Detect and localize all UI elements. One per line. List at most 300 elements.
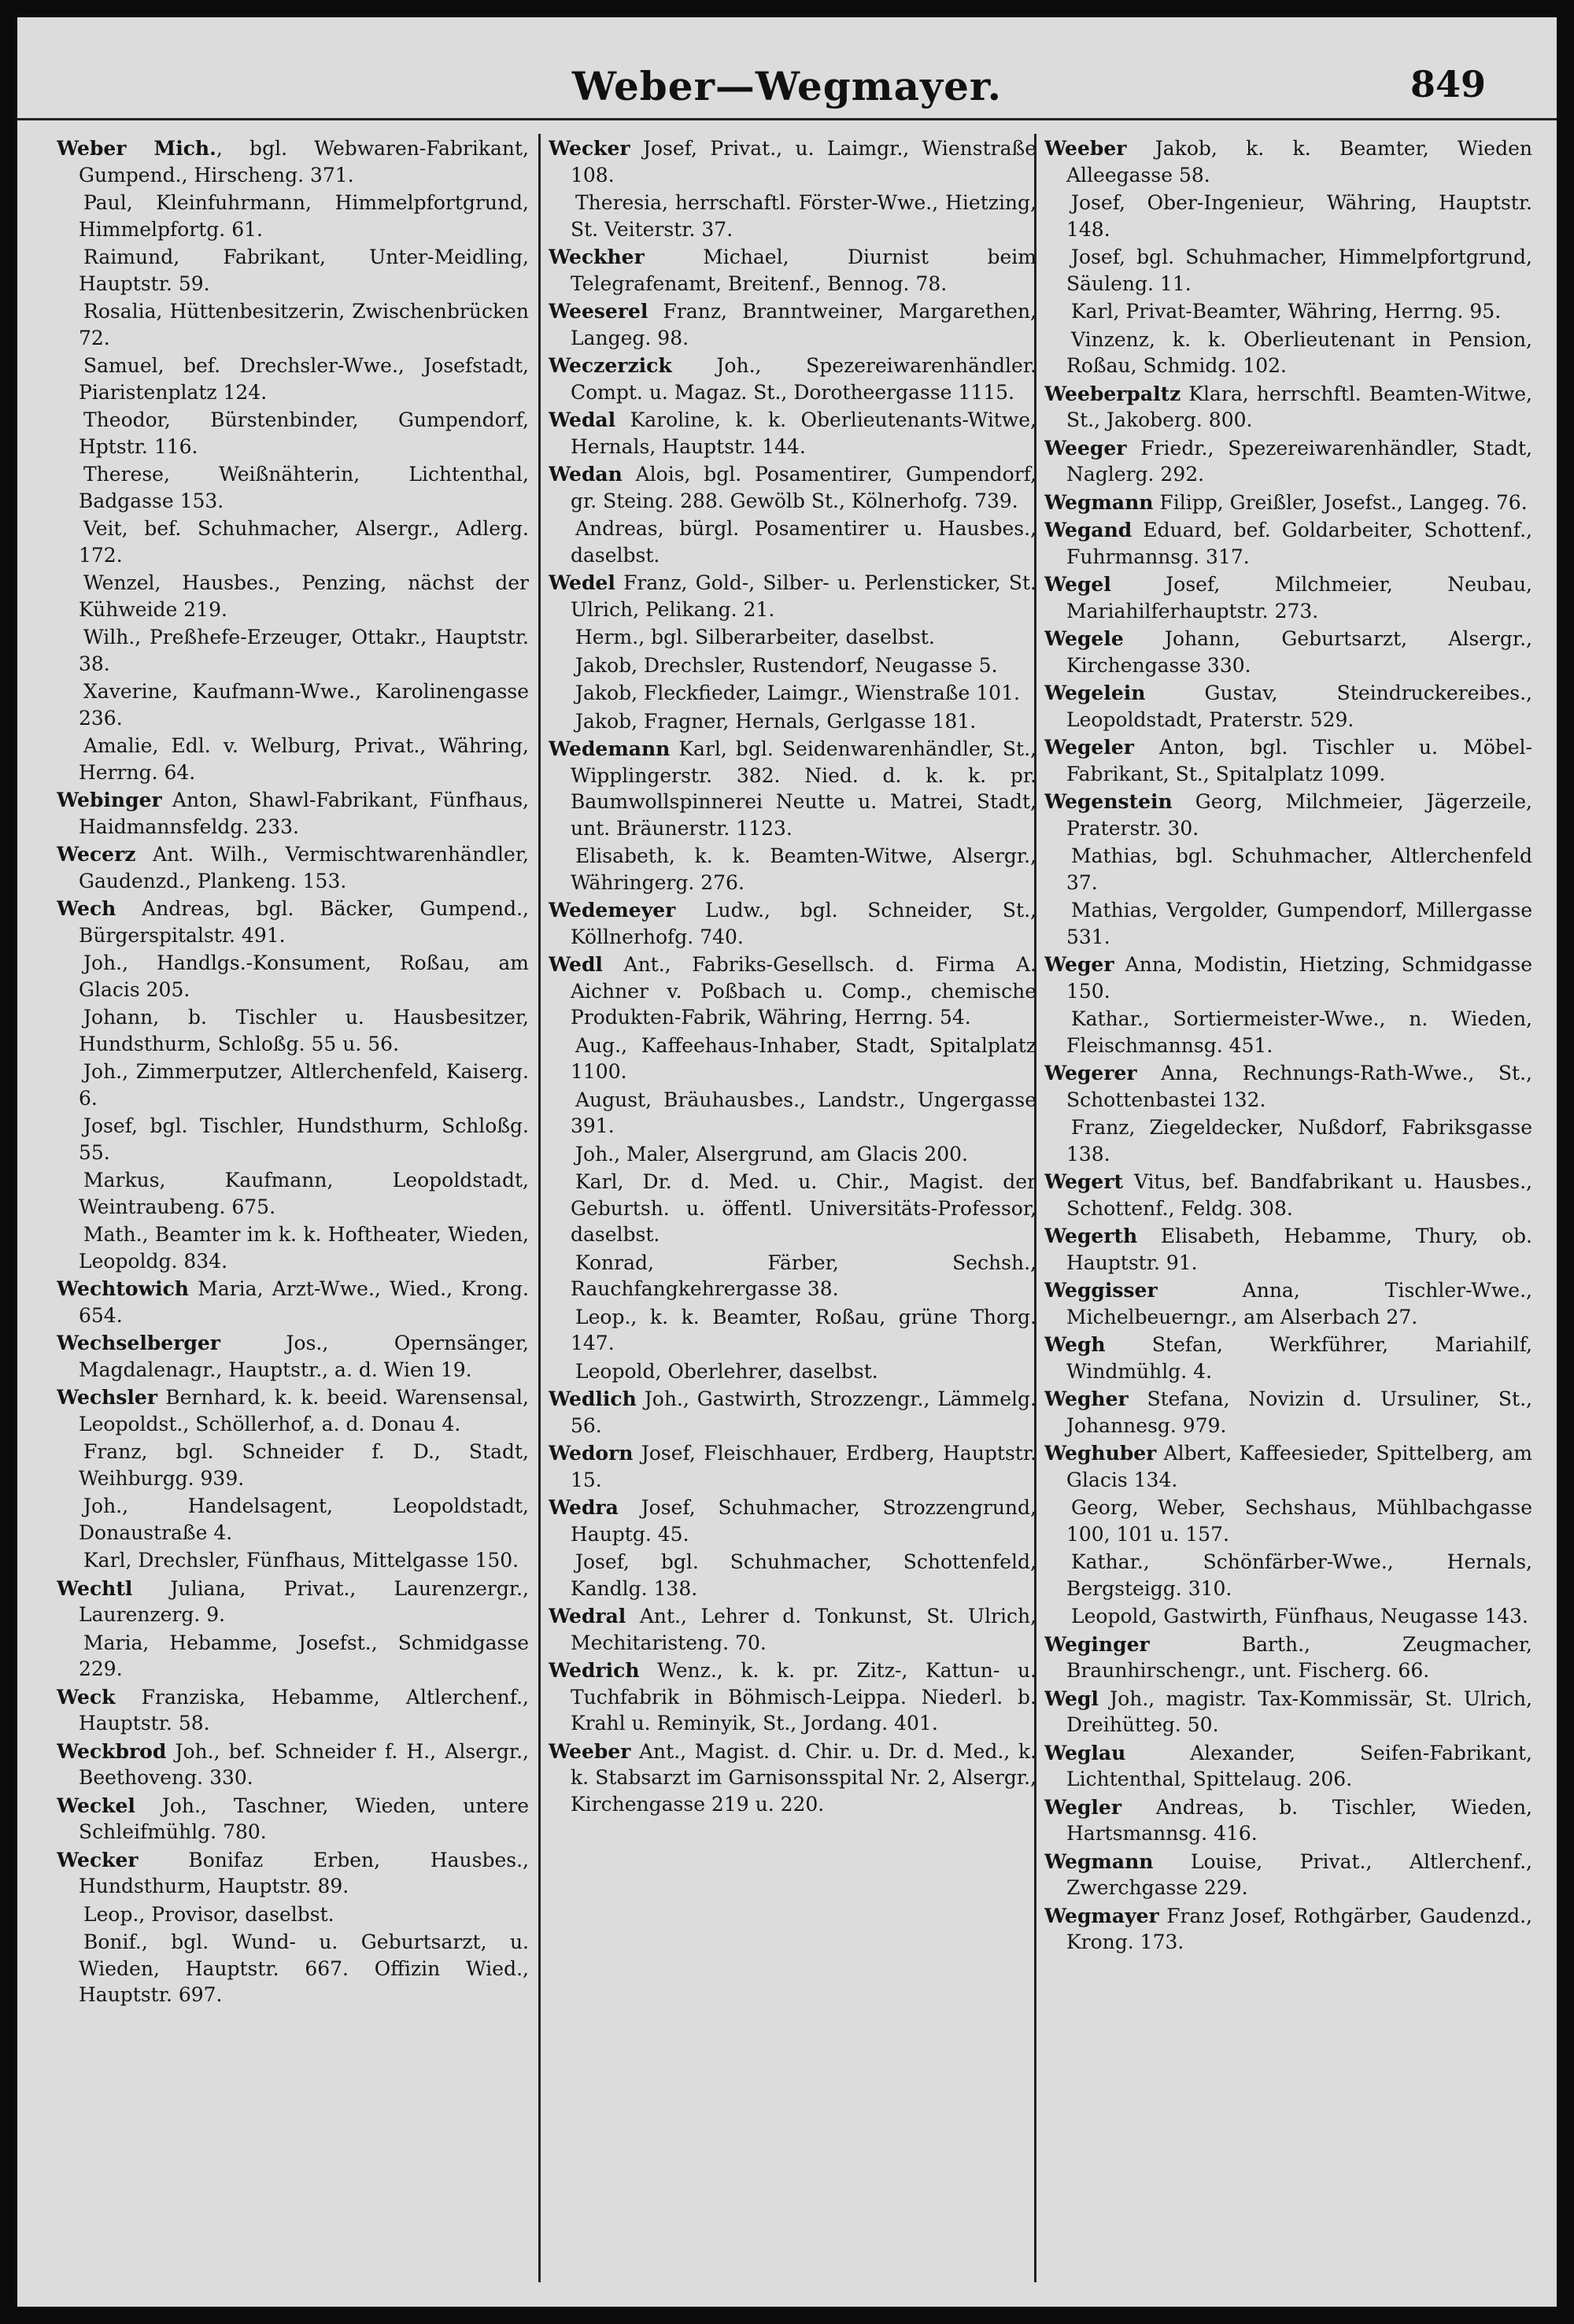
entry-details: Mathias, Vergolder, Gumpendorf, Millergasse 531. [1066,899,1532,948]
ditto-dash [57,1929,83,1956]
ditto-dash [57,515,83,542]
entry-details: Wenzel, Hausbes., Penzing, nächst der Kühweide 219. [79,571,529,621]
ditto-dash [549,1033,575,1059]
ditto-dash [549,680,575,707]
entry-details: Leopold, Oberlehrer, daselbst. [575,1359,878,1383]
directory-entry [1044,789,1532,841]
ditto-dash [57,1630,83,1657]
directory-entry [549,624,1036,651]
directory-entry [1044,1006,1532,1059]
entry-details: Konrad, Färber, Sechsh., Rauchfangkehrergasse 38. [571,1251,1036,1300]
entry-surname: Wech [57,897,116,920]
entry-details: Elisabeth, k. k. Beamten-Witwe, Alsergr., Währingerg. 276. [571,844,1036,894]
entry-surname: Weeberpaltz [1044,382,1181,405]
directory-entry [57,1004,529,1057]
ditto-dash [57,678,83,705]
entry-details: Anna, Modistin, Hietzing, Schmidgasse 150. [1066,953,1532,1003]
entry-details: Friedr., Spezereiwarenhändler, Stadt, Naglerg. 292. [1066,436,1532,486]
entry-surname: Wechtl [57,1576,133,1600]
entry-surname: Weber Mich. [57,137,216,160]
entry-surname: Wegmann [1044,1849,1154,1873]
directory-entry [57,733,529,785]
entry-details: Andreas, b. Tischler, Wieden, Hartsmannsg. 416. [1066,1795,1532,1845]
entry-details: Josef, bgl. Schuhmacher, Schottenfeld, Kandlg. 138. [571,1550,1036,1600]
entry-details: Josef, Fleischhauer, Erdberg, Hauptstr. 15. [571,1442,1036,1491]
directory-entry [57,1901,529,1928]
directory-entry [549,298,1036,351]
entry-details: Theodor, Bürstenbinder, Gumpendorf, Hptstr. 116. [79,408,529,458]
ditto-dash [57,1221,83,1248]
entry-details: Veit, bef. Schuhmacher, Alsergr., Adlerg. 172. [79,517,529,567]
directory-entry [1044,951,1532,1004]
entry-surname: Wegel [1044,573,1111,596]
directory-entry [1044,1603,1532,1630]
directory-entry [57,135,529,188]
entry-surname: Weeserel [549,300,648,323]
directory-entry [57,1330,529,1383]
entry-details: Amalie, Edl. v. Welburg, Privat., Währing, Herrng. 64. [79,734,529,784]
entry-surname: Wecker [57,1848,139,1871]
entry-surname: Wegand [1044,519,1132,541]
directory-entry [549,736,1036,841]
directory-entry [549,407,1036,460]
directory-entry [549,680,1036,707]
ditto-dash [549,1250,575,1277]
ditto-dash [1044,843,1071,870]
page-number: 849 [1410,63,1486,105]
entry-surname: Wecker [549,137,630,160]
entry-details: Maria, Hebamme, Josefst., Schmidgasse 229. [79,1631,529,1680]
directory-entry [57,1439,529,1491]
ditto-dash [1044,244,1071,271]
entry-details: Andreas, bürgl. Posamentirer u. Hausbes., daselbst. [571,517,1036,567]
directory-entry [1044,490,1532,516]
directory-entry [549,515,1036,568]
entry-surname: Wechselberger [57,1332,220,1354]
entry-details: Alois, bgl. Posamentirer, Gumpendorf, gr. Steing. 288. Gewölb St., Kölnerhofg. 739. [571,463,1036,512]
entry-surname: Wedra [549,1496,619,1519]
directory-entry [549,1358,1036,1385]
entry-surname: Wedel [549,571,615,594]
entry-details: Karoline, k. k. Oberlieutenants-Witwe, Hernals, Hauptstr. 144. [571,408,1036,458]
entry-surname: Wegerth [1044,1225,1138,1247]
directory-entry [57,1738,529,1791]
entry-details: Kathar., Sortiermeister-Wwe., n. Wieden, Fleischmannsg. 451. [1066,1007,1532,1057]
ditto-dash [57,1439,83,1465]
directory-entry [1044,571,1532,624]
entry-details: Anton, Shawl-Fabrikant, Fünfhaus, Haidmannsfeldg. 233. [79,789,529,838]
running-head: Weber—Wegmayer. [571,63,1003,109]
directory-entry [549,1738,1036,1818]
directory-entry [1044,1794,1532,1847]
directory-entry [1044,517,1532,570]
entry-details: Joh., Gastwirth, Strozzengr., Lämmelg. 56. [571,1387,1036,1437]
entry-details: Albert, Kaffeesieder, Spittelberg, am Glacis 134. [1066,1442,1532,1491]
entry-details: Jakob, k. k. Beamter, Wieden Alleegasse 58. [1066,137,1532,187]
ditto-dash [57,1167,83,1194]
entry-details: Leopold, Gastwirth, Fünfhaus, Neugasse 143. [1071,1605,1528,1628]
entry-details: Bernhard, k. k. beeid. Warensensal, Leopoldst., Schöllerhof, a. d. Donau 4. [79,1386,529,1435]
entry-surname: Wedral [549,1605,626,1628]
entry-details: Josef, Milchmeier, Neubau, Mariahilferhauptstr. 273. [1066,573,1532,623]
directory-entry [1044,1495,1532,1547]
entry-details: Joh., Handlgs.-Konsument, Roßau, am Glacis 205. [79,951,529,1001]
entry-surname: Wedorn [549,1442,634,1465]
entry-details: Joh., Spezereiwarenhändler. Compt. u. Magaz. St., Dorotheergasse 1115. [571,354,1036,404]
ditto-dash [549,1141,575,1168]
ditto-dash [1044,1549,1071,1576]
entry-details: Ant., Lehrer d. Tonkunst, St. Ulrich, Mechitaristeng. 70. [571,1605,1036,1654]
entry-details: August, Bräuhausbes., Landstr., Ungergasse 391. [571,1088,1036,1137]
ditto-dash [549,708,575,735]
ditto-dash [1044,1114,1071,1141]
entry-details: Paul, Kleinfuhrmann, Himmelpfortgrund, Himmelpfortg. 61. [79,191,529,241]
directory-entry [1044,1060,1532,1113]
entry-details: Eduard, bef. Goldarbeiter, Schottenf., Fuhrmannsg. 317. [1066,519,1532,568]
column-1 [57,135,529,2276]
entry-details: Vinzenz, k. k. Oberlieutenant in Pension, Roßau, Schmidg. 102. [1066,327,1532,377]
entry-details: Juliana, Privat., Laurenzergr., Laurenzerg. 9. [79,1576,529,1626]
entry-details: Georg, Milchmeier, Jägerzeile, Praterstr. 30. [1066,790,1532,840]
entry-surname: Wegerer [1044,1062,1137,1084]
entry-details: Herm., bgl. Silberarbeiter, daselbst. [575,626,935,648]
directory-entry [57,407,529,460]
directory-entry [549,1304,1036,1357]
entry-details: Theresia, herrschaftl. Förster-Wwe., Hietzing, St. Veiterstr. 37. [571,191,1036,241]
entry-details: Barth., Zeugmacher, Braunhirschengr., unt. Fischerg. 66. [1066,1632,1532,1682]
entry-details: Therese, Weißnähterin, Lichtenthal, Badgasse 153. [79,463,529,512]
directory-entry [549,353,1036,405]
ditto-dash [1044,327,1071,353]
directory-entry [1044,1169,1532,1221]
entry-details: Jakob, Drechsler, Rustendorf, Neugasse 5. [575,653,998,677]
entry-details: Franz, bgl. Schneider f. D., Stadt, Weihburgg. 939. [79,1440,529,1490]
ditto-dash [57,461,83,488]
directory-entry [57,624,529,677]
entry-surname: Wegelein [1044,682,1146,704]
ditto-dash [1044,298,1071,325]
entry-surname: Wegher [1044,1387,1129,1410]
ditto-dash [57,733,83,759]
directory-entry [57,1793,529,1846]
directory-entry [1044,1332,1532,1384]
column-rule [538,134,541,2282]
directory-entry [57,1221,529,1274]
entry-surname: Weeber [1044,137,1127,160]
ditto-dash [57,353,83,379]
entry-details: Bonif., bgl. Wund- u. Geburtsarzt, u. Wieden, Hauptstr. 667. Offizin Wied., Hauptstr. 697. [79,1931,529,2006]
directory-entry [57,1547,529,1574]
entry-details: Josef, bgl. Tischler, Hundsthurm, Schloßg. 55. [79,1114,529,1164]
entry-details: Stefan, Werkführer, Mariahilf, Windmühlg. 4. [1066,1333,1532,1383]
ditto-dash [57,1113,83,1140]
ditto-dash [1044,897,1071,924]
entry-details: Xaverine, Kaufmann-Wwe., Karolinengasse 236. [79,680,529,730]
ditto-dash [57,244,83,271]
entry-surname: Wedan [549,463,623,486]
directory-entry [57,244,529,297]
entry-surname: Wegmann [1044,490,1154,514]
entry-details: Klara, herrschftl. Beamten-Witwe, St., Jakoberg. 800. [1066,382,1532,431]
entry-surname: Wecerz [57,843,136,866]
directory-entry [549,652,1036,679]
entry-details: Vitus, bef. Bandfabrikant u. Hausbes., Schottenf., Feldg. 308. [1066,1170,1532,1220]
entry-surname: Weeber [549,1739,631,1763]
entry-details: Franz, Branntweiner, Margarethen, Langeg. 98. [571,300,1036,349]
entry-details: Mathias, bgl. Schuhmacher, Altlerchenfeld 37. [1066,844,1532,894]
entry-surname: Wedl [549,953,603,976]
directory-entry [549,1440,1036,1493]
entry-details: Raimund, Fabrikant, Unter-Meidling, Hauptstr. 59. [79,246,529,295]
ditto-dash [57,1547,83,1574]
directory-entry [1044,190,1532,242]
ditto-dash [549,190,575,216]
entry-details: Franz, Gold-, Silber- u. Perlensticker, St. Ulrich, Pelikang. 21. [571,571,1036,621]
entry-details: Josef, bgl. Schuhmacher, Himmelpfortgrund, Säuleng. 11. [1066,246,1532,295]
ditto-dash [549,843,575,870]
ditto-dash [1044,1603,1071,1630]
directory-entry [549,1087,1036,1140]
directory-entry [1044,1549,1532,1602]
entry-details: Samuel, bef. Drechsler-Wwe., Josefstadt, Piaristenplatz 124. [79,354,529,404]
directory-entry [1044,381,1532,434]
directory-entry [57,298,529,351]
ditto-dash [57,407,83,434]
entry-details: Rosalia, Hüttenbesitzerin, Zwischenbrücken 72. [79,300,529,349]
entry-surname: Weginger [1044,1632,1150,1656]
entry-details: Karl, Privat-Beamter, Währing, Herrng. 95. [1071,300,1502,323]
entry-surname: Wegh [1044,1333,1106,1356]
directory-entry [57,896,529,948]
entry-details: Jos., Opernsänger, Magdalenagr., Hauptstr., a. d. Wien 19. [79,1332,529,1381]
directory-entry [1044,327,1532,379]
entry-surname: Weczerzick [549,354,672,377]
directory-entry [57,1630,529,1683]
ditto-dash [1044,1495,1071,1521]
directory-entry [1044,1849,1532,1901]
directory-entry [57,1167,529,1220]
entry-details: Karl, Dr. d. Med. u. Chir., Magist. der Geburtsh. u. öffentl. Universitäts-Professor, daselbst. [571,1170,1036,1246]
ditto-dash [549,624,575,651]
entry-details: Johann, Geburtsarzt, Alsergr., Kirchengasse 330. [1066,627,1532,677]
column-2 [549,135,1036,2276]
directory-entry [1044,843,1532,896]
directory-entry [549,1603,1036,1656]
directory-entry [57,1059,529,1111]
ditto-dash [549,652,575,679]
directory-entry [57,1276,529,1328]
entry-details: Franz, Ziegeldecker, Nußdorf, Fabriksgasse 138. [1066,1116,1532,1166]
ditto-dash [57,190,83,216]
directory-entry [549,461,1036,514]
entry-details: Ant., Fabriks-Gesellsch. d. Firma A. Aichner v. Poßbach u. Comp., chemische Produkten-Fabrik, Währing, Herrng. 54. [571,953,1036,1029]
directory-entry [1044,1440,1532,1493]
directory-entry [57,1684,529,1737]
entry-surname: Wechsler [57,1386,157,1409]
directory-entry [1044,1114,1532,1167]
directory-entry [549,1033,1036,1085]
entry-details: Georg, Weber, Sechshaus, Mühlbachgasse 100, 101 u. 157. [1066,1496,1532,1546]
directory-entry [1044,734,1532,787]
directory-entry [57,787,529,840]
ditto-dash [57,1059,83,1085]
directory-entry [1044,298,1532,325]
entry-details: Joh., Maler, Alsergrund, am Glacis 200. [575,1142,968,1166]
directory-entry [57,190,529,242]
directory-entry [57,1493,529,1546]
directory-entry [549,244,1036,297]
ditto-dash [549,1087,575,1114]
ditto-dash [57,1004,83,1031]
entry-details: Kathar., Schönfärber-Wwe., Hernals, Bergsteigg. 310. [1066,1550,1532,1600]
entry-details: Markus, Kaufmann, Leopoldstadt, Weintraubeng. 675. [79,1169,529,1218]
directory-entry [1044,1903,1532,1956]
directory-entry [1044,897,1532,950]
entry-surname: Wegert [1044,1170,1124,1193]
directory-entry [549,843,1036,896]
entry-surname: Wegmayer [1044,1904,1159,1927]
directory-entry [1044,626,1532,678]
ditto-dash [57,950,83,977]
entry-details: Joh., Handelsagent, Leopoldstadt, Donaustraße 4. [79,1495,529,1544]
entry-details: Josef, Ober-Ingenieur, Währing, Hauptstr. 148. [1066,191,1532,241]
directory-entry [549,1169,1036,1248]
entry-surname: Wegenstein [1044,790,1173,813]
directory-entry [57,461,529,514]
entry-details: Ant. Wilh., Vermischtwarenhändler, Gaudenzd., Plankeng. 153. [79,843,529,892]
directory-entry [1044,680,1532,733]
entry-details: Jakob, Fleckfieder, Laimgr., Wienstraße 101. [575,682,1020,704]
entry-details: Wilh., Preßhefe-Erzeuger, Ottakr., Hauptstr. 38. [79,626,529,675]
directory-entry [1044,1686,1532,1738]
directory-entry [549,190,1036,242]
entry-details: Leop., k. k. Beamter, Roßau, grüne Thorg. 147. [571,1305,1036,1354]
directory-entry [57,353,529,405]
entry-surname: Weggisser [1044,1279,1158,1302]
entry-details: Andreas, bgl. Bäcker, Gumpend., Bürgerspitalstr. 491. [79,897,529,947]
entry-details: Aug., Kaffeehaus-Inhaber, Stadt, Spitalplatz 1100. [571,1033,1036,1083]
directory-entry [57,1384,529,1437]
ditto-dash [57,1493,83,1520]
entry-details: Alexander, Seifen-Fabrikant, Lichtenthal, Spittelaug. 206. [1066,1741,1532,1790]
entry-surname: Wedemeyer [549,899,676,922]
ditto-dash [549,1549,575,1576]
directory-entry [1044,135,1532,188]
entry-details: Elisabeth, Hebamme, Thury, ob. Hauptstr. 91. [1066,1225,1532,1274]
entry-details: Johann, b. Tischler u. Hausbesitzer, Hundsthurm, Schloßg. 55 u. 56. [79,1006,529,1055]
directory-page [17,17,1557,2307]
ditto-dash [1044,1006,1071,1033]
ditto-dash [1044,190,1071,216]
entry-details: Maria, Arzt-Wwe., Wied., Krong. 654. [79,1277,529,1327]
entry-surname: Weck [57,1685,116,1709]
entry-surname: Wegler [1044,1795,1121,1819]
entry-surname: Weglau [1044,1741,1126,1764]
directory-entry [1044,1740,1532,1793]
directory-entry [57,1929,529,2008]
directory-entry [1044,1631,1532,1684]
entry-details: Bonifaz Erben, Hausbes., Hundsthurm, Hauptstr. 89. [79,1848,529,1897]
entry-surname: Wegeler [1044,736,1134,759]
entry-details: Joh., magistr. Tax-Kommissär, St. Ulrich, Dreihütteg. 50. [1066,1687,1532,1736]
entry-details: Anna, Rechnungs-Rath-Wwe., St., Schottenbastei 132. [1066,1062,1532,1111]
ditto-dash [549,515,575,542]
directory-entry [1044,1223,1532,1276]
entry-details: Franziska, Hebamme, Altlerchenf., Hauptstr. 58. [79,1685,529,1735]
directory-entry [549,897,1036,950]
directory-entry [549,1549,1036,1602]
ditto-dash [57,570,83,597]
entry-details: Math., Beamter im k. k. Hoftheater, Wieden, Leopoldg. 834. [79,1223,529,1273]
entry-details: Louise, Privat., Altlerchenf., Zwerchgasse 229. [1066,1849,1532,1899]
directory-entry [549,1495,1036,1547]
directory-entry [57,950,529,1003]
entry-details: Jakob, Fragner, Hernals, Gerlgasse 181. [575,709,977,733]
ditto-dash [57,624,83,651]
directory-entry [549,951,1036,1031]
entry-details: Ludw., bgl. Schneider, St., Köllnerhofg. 740. [571,899,1036,948]
directory-entry [549,1141,1036,1168]
entry-details: Stefana, Novizin d. Ursuliner, St., Johannesg. 979. [1066,1387,1532,1437]
entry-surname: Weghuber [1044,1442,1157,1465]
entry-details: Wenz., k. k. pr. Zitz-, Kattun- u. Tuchfabrik in Böhmisch-Leippa. Niederl. b. Krahl u. Reminyik, St., Jordang. 401. [571,1659,1036,1735]
entry-details: Joh., bef. Schneider f. H., Alsergr., Beethoveng. 330. [79,1739,529,1789]
entry-details: Karl, bgl. Seidenwarenhändler, St., Wipplingerstr. 382. Nied. d. k. k. pr. Baumwollspinnerei Neutte u. Matrei, Stadt, unt. Bräunerstr. 1123. [571,737,1036,840]
entry-details: , bgl. Webwaren-Fabrikant, Gumpend., Hirscheng. 371. [79,137,529,187]
entry-surname: Wegele [1044,627,1124,650]
entry-surname: Wechtowich [57,1277,189,1300]
directory-entry [549,135,1036,188]
directory-entry [549,1250,1036,1302]
entry-surname: Weckher [549,246,645,268]
directory-entry [57,1847,529,1900]
directory-entry [57,841,529,894]
entry-surname: Wegl [1044,1687,1099,1710]
ditto-dash [549,1358,575,1385]
entry-details: Ant., Magist. d. Chir. u. Dr. d. Med., k. k. Stabsarzt im Garnisonsspital Nr. 2, Alsergr., Kirchengasse 219 u. 220. [571,1739,1036,1816]
directory-entry [57,678,529,731]
entry-details: Josef, Schuhmacher, Strozzengrund, Hauptg. 45. [571,1496,1036,1546]
entry-details: Filipp, Greißler, Josefst., Langeg. 76. [1153,490,1528,514]
entry-surname: Wedal [549,408,616,431]
entry-details: Joh., Zimmerputzer, Altlerchenfeld, Kaiserg. 6. [79,1060,529,1110]
entry-details: Karl, Drechsler, Fünfhaus, Mittelgasse 150. [83,1549,519,1572]
directory-entry [1044,435,1532,488]
directory-entry [549,570,1036,623]
directory-entry [549,1386,1036,1439]
directory-entry [57,1576,529,1628]
entry-surname: Weckbrod [57,1739,167,1763]
entry-surname: Weckel [57,1794,135,1817]
ditto-dash [57,298,83,325]
entry-surname: Weger [1044,953,1114,976]
page-header [17,57,1557,120]
ditto-dash [57,1901,83,1928]
column-3 [1044,135,1532,2276]
entry-details: Leop., Provisor, daselbst. [83,1902,334,1926]
directory-entry [549,1657,1036,1737]
directory-entry [57,570,529,623]
entry-surname: Weeger [1044,436,1127,460]
entry-details: Michael, Diurnist beim Telegrafenamt, Breitenf., Bennog. 78. [571,246,1036,295]
entry-details: Anton, bgl. Tischler u. Möbel-Fabrikant, St., Spitalplatz 1099. [1066,736,1532,785]
directory-entry [1044,1386,1532,1439]
entry-surname: Webinger [57,789,162,811]
entry-surname: Wedlich [549,1387,637,1410]
directory-entry [57,1113,529,1166]
entry-details: Anna, Tischler-Wwe., Michelbeuerngr., am Alserbach 27. [1066,1279,1532,1328]
directory-entry [1044,244,1532,297]
